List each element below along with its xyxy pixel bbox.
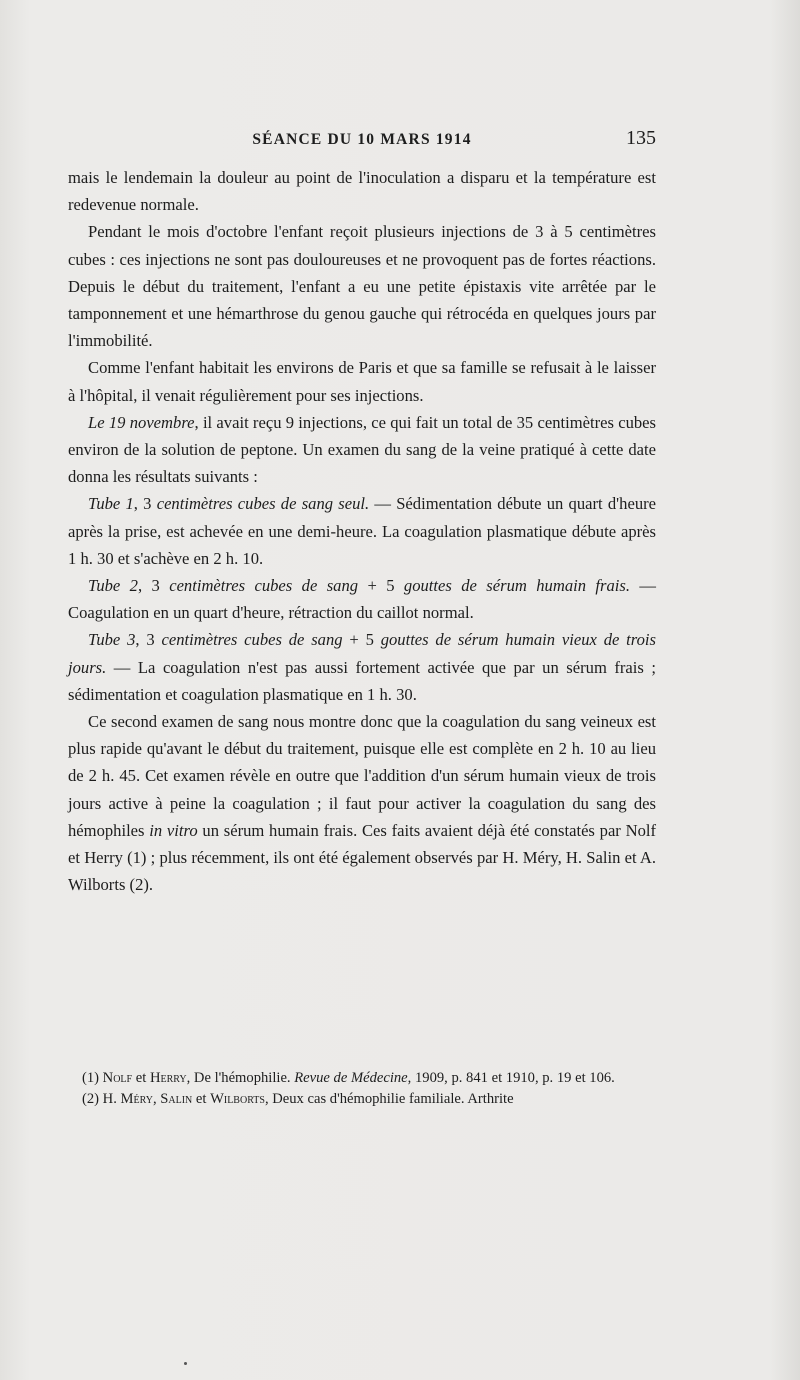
italic-text: in vitro xyxy=(149,820,198,840)
text-run: — Coagulation en un quart d'heure, rétraction du caillot normal. xyxy=(68,576,657,623)
text-run: Comme l'enfant habitait les environs de Paris et que sa famille se refusait à le laisser à l'hôpital, il venait régulièrement pour ses injections. xyxy=(68,358,656,405)
text-run: , 1909, p. 841 et 1910, p. 19 et 106. xyxy=(407,1070,615,1086)
text-run: , 3 xyxy=(135,630,162,650)
paragraph xyxy=(68,708,656,898)
running-head: SÉANCE DU 10 MARS 1914 xyxy=(252,131,472,148)
text-run: — La coagulation n'est pas aussi fortement activée que par un sérum frais ; sédimentation et coagulation plasmatique en 1 h. 30. xyxy=(68,657,656,704)
paragraph xyxy=(68,409,656,491)
paragraph xyxy=(68,490,656,572)
text-run: , De l'hémophilie. xyxy=(186,1070,295,1086)
text-run: , 3 xyxy=(137,576,170,596)
text-run: Ce second examen de sang nous montre donc que la coagulation du sang veineux est plus rapide qu'avant le début du traitement, puisque elle est complète en 2 h. 10 au lieu de 2 h. 45. Cet examen révèle en outre que l'addition d'un sérum humain vieux de trois jours active à peine la coagulation ; il faut pour activer la coagulation du sang des hémophiles xyxy=(68,712,656,840)
paragraph xyxy=(68,354,656,408)
page-header xyxy=(68,127,656,155)
italic-text: gouttes de sérum humain vieux de trois jours. xyxy=(68,630,656,677)
small-caps-name: Wilborts xyxy=(210,1091,265,1107)
paragraph xyxy=(68,218,656,354)
page-number: 135 xyxy=(626,127,656,149)
italic-text: novembre xyxy=(129,412,195,432)
text-run: + 5 xyxy=(342,630,381,650)
italic-text: gouttes de sérum humain frais. xyxy=(403,576,631,596)
italic-text: Le 19 xyxy=(88,412,130,432)
paper-speck xyxy=(184,1362,187,1365)
footnote xyxy=(68,1089,656,1110)
text-run: (1) xyxy=(82,1070,103,1086)
text-run: + 5 xyxy=(358,576,404,596)
italic-text: Tube 3 xyxy=(88,630,136,650)
footnotes xyxy=(68,1068,656,1110)
text-run: — Sédimentation débute un quart d'heure après la prise, est achevée en une demi-heure. La coagulation plasmatique débute après 1 h. 30 et s'achève en 2 h. 10. xyxy=(68,494,657,568)
text-run: , xyxy=(152,1091,161,1107)
text-run: et xyxy=(192,1091,211,1107)
text-run: et xyxy=(132,1070,150,1086)
paragraph xyxy=(68,626,656,708)
paragraph xyxy=(68,164,656,218)
italic-text: Tube 1 xyxy=(88,494,134,514)
italic-text: centimètres cubes de sang seul. xyxy=(156,494,370,514)
footnote xyxy=(68,1068,656,1089)
text-run: Pendant le mois d'octobre l'enfant reçoit plusieurs injections de 3 à 5 centimètres cubes : ces injections ne sont pas douloureuses et ne provoquent pas de fortes réactions. Depuis le début du traitement, l'enfant a eu une petite épistaxis vite arrêtée par le tamponnement et une hémarthrose du genou gauche qui rétrocéda en quelques jours par l'immobilité. xyxy=(68,222,656,351)
text-run: , Deux cas d'hémophilie familiale. Arthrite xyxy=(264,1091,514,1107)
italic-text: Revue de Médecine xyxy=(294,1070,408,1086)
italic-text: centimètres cubes de sang xyxy=(161,630,343,650)
small-caps-name: Nolf xyxy=(102,1070,133,1086)
text-run: , 3 xyxy=(133,494,157,514)
small-caps-name: Herry xyxy=(149,1070,187,1086)
paragraph xyxy=(68,572,656,626)
body-text xyxy=(68,164,656,898)
italic-text: centimètres cubes de sang xyxy=(169,576,359,596)
text-run: mais le lendemain la douleur au point de l'inoculation a disparu et la température est redevenue normale. xyxy=(68,168,656,215)
text-run: (2) H. xyxy=(82,1091,121,1107)
italic-text: Tube 2 xyxy=(88,576,138,596)
small-caps-name: Salin xyxy=(160,1091,193,1107)
text-run: un sérum humain frais. Ces faits avaient déjà été constatés par Nolf et Herry (1) ; plus récemment, ils ont été également observés par H. Méry, H. Salin et A. Wilborts (2). xyxy=(68,820,656,895)
text-run: , il avait reçu 9 injections, ce qui fait un total de 35 centimètres cubes environ de la solution de peptone. Un examen du sang de la veine pratiqué à cette date donna les résultats suivants : xyxy=(68,412,656,487)
small-caps-name: Méry xyxy=(120,1091,153,1107)
